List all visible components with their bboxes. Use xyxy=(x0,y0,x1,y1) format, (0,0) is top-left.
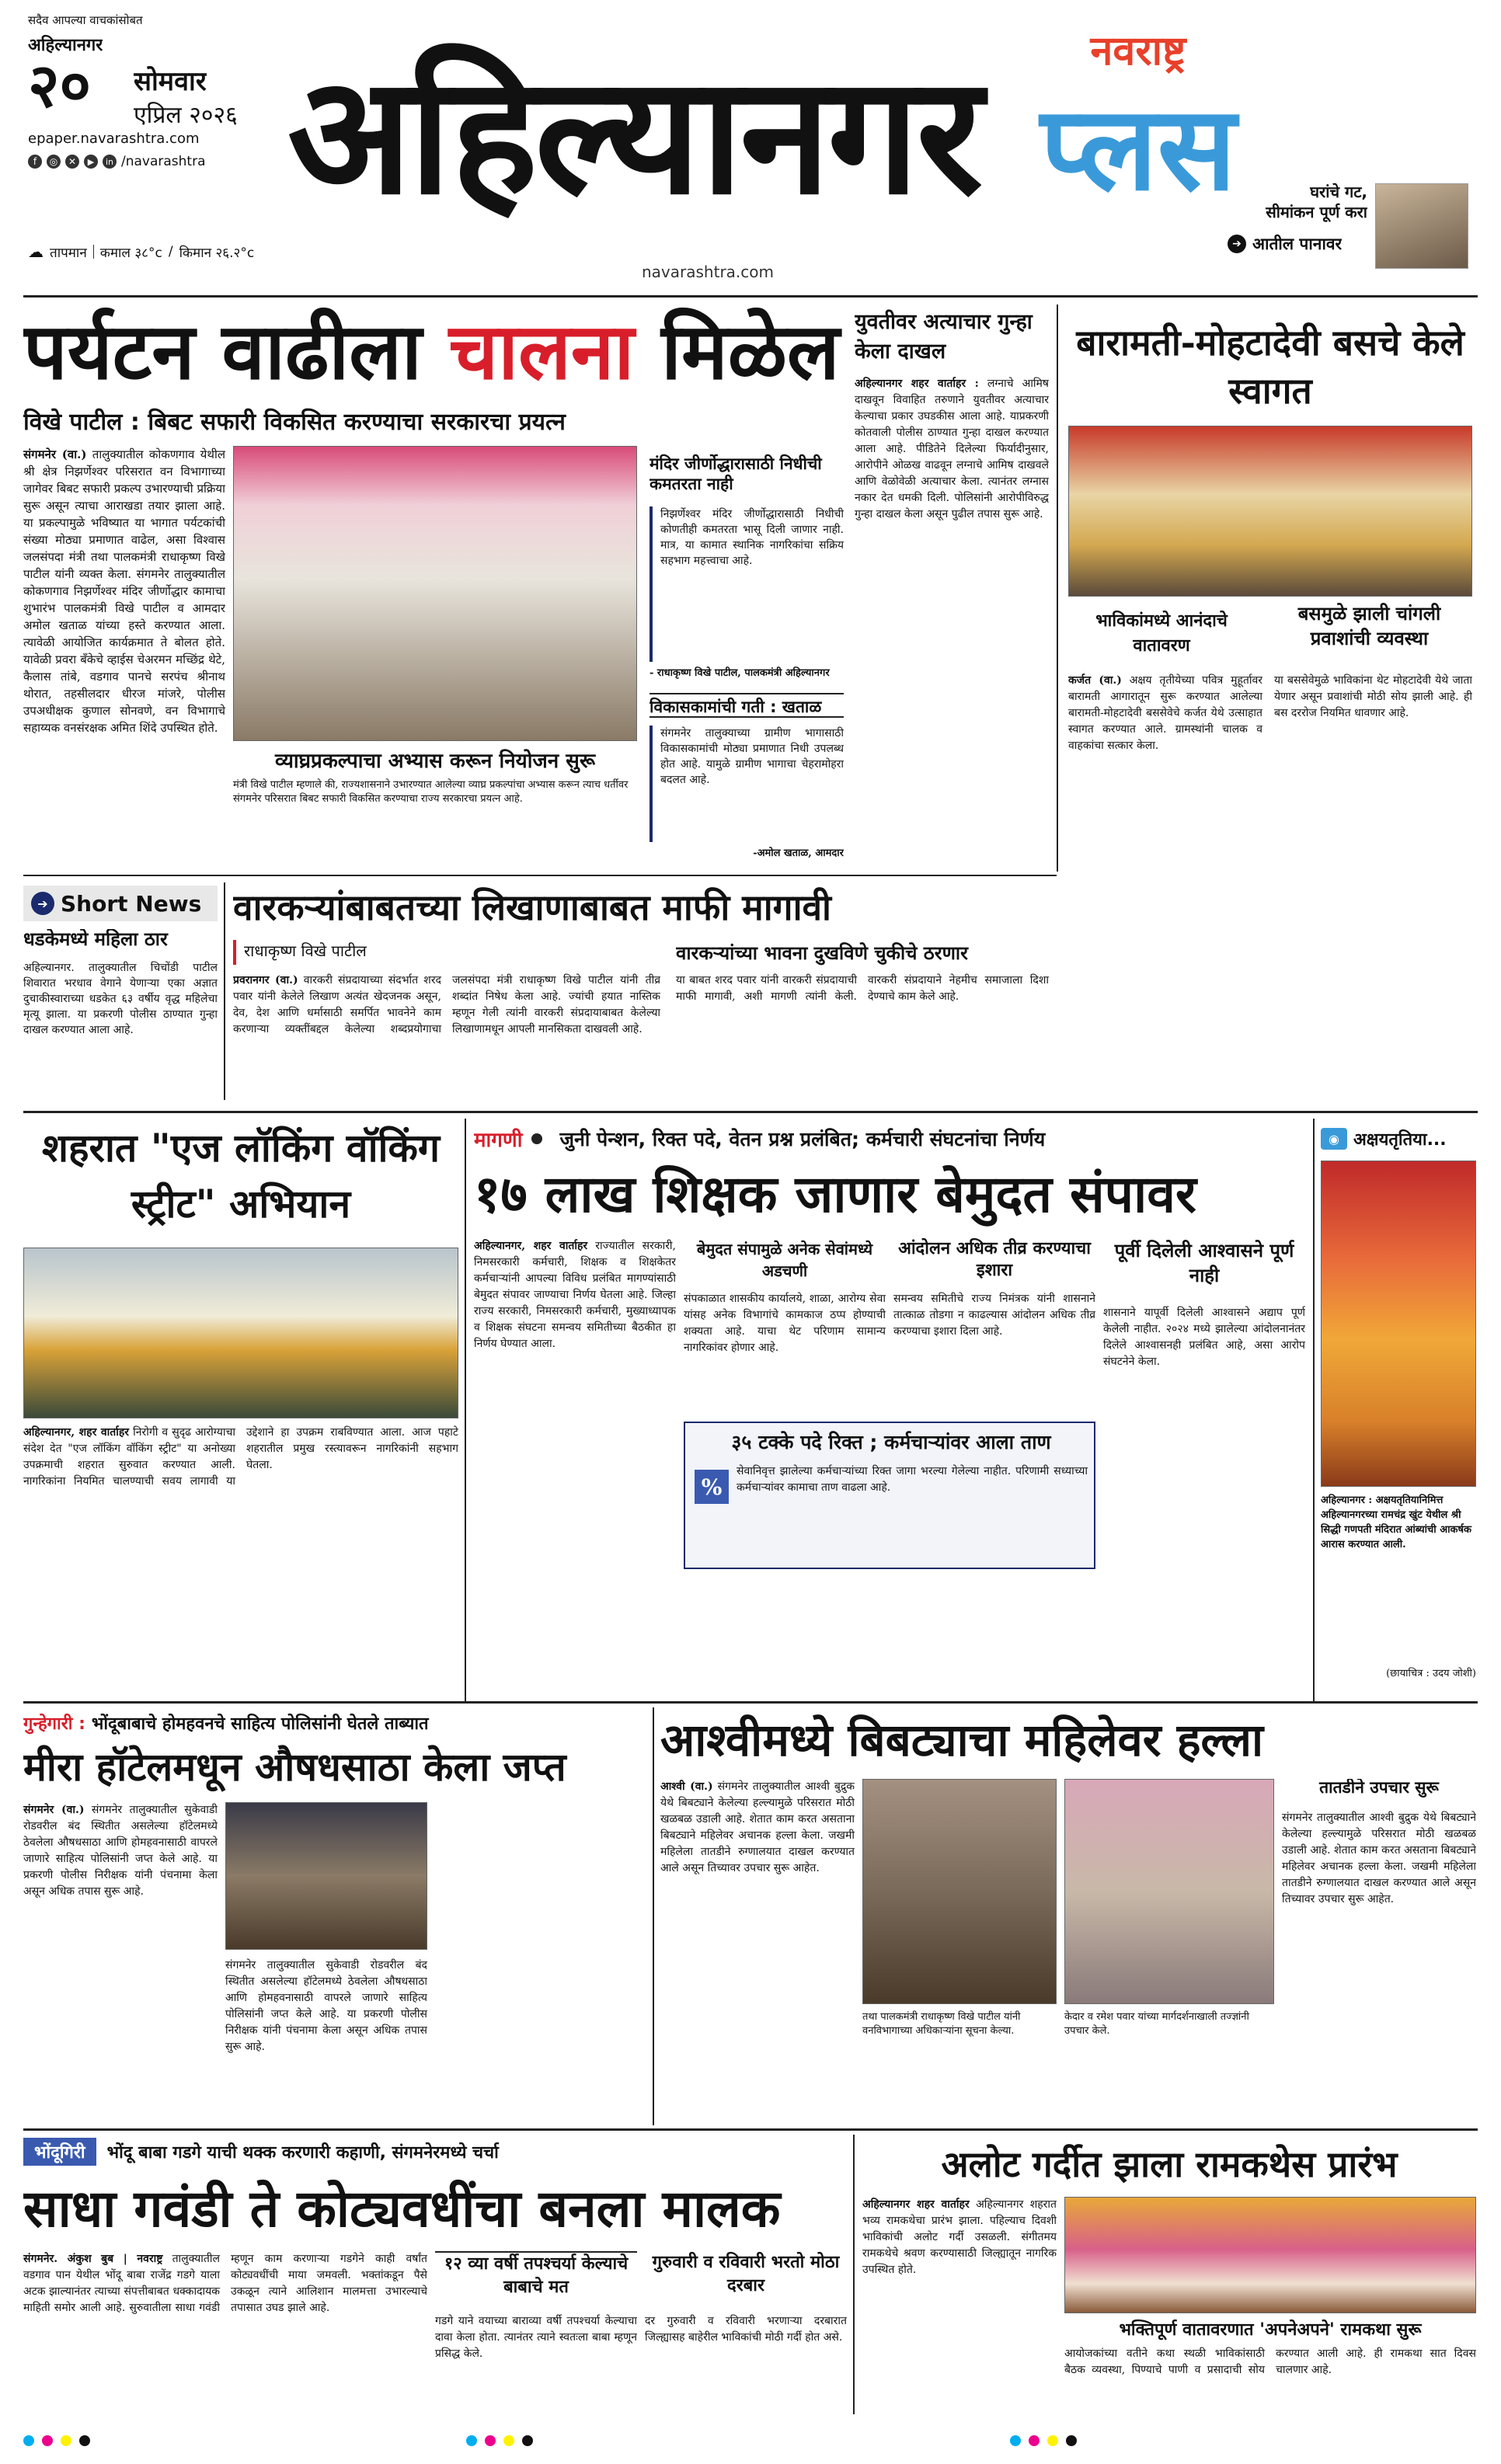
hotel-body2: संगमनेर तालुक्यातील सुकेवाडी रोडवरील बंद स्थितीत असलेल्या हॉटेलमध्ये ठेवलेला औषधसाठा आणि होमहवनासाठी वापरले जाणारे साहित्य पोलिसांनी जप्त केले आहे. या प्रकरणी पोलीस निरीक्षक यांनी पंचनामा केला असून अधिक तपास सुरू आहे. xyxy=(225,1959,427,2053)
strike-dateline: अहिल्यानगर, शहर वार्ताहर xyxy=(474,1240,588,1252)
akshay-caption: अहिल्यानगर : अक्षयतृतियानिमित्त अहिल्यानगरच्या रामचंद्र खुंट येथील श्री सिद्धी गणपती मंदिरात आंब्यांची आकर्षक आरास करण्यात आली. xyxy=(1321,1495,1471,1550)
warkari-text: वारकरी संप्रदायाच्या संदर्भात शरद पवार यांनी केलेले लिखाण अत्यंत खेदजनक असून, देव, देश आणि धर्मासाठी समर्पित भावनेने काम करणाऱ्या व्यक्तींबद्दल केलेल्या शब्दप्रयोगाचा जलसंपदा मंत्री राधाकृष्ण विखे पाटील यांनी तीव्र शब्दांत निषेध केला आहे. ज्यांची हयात नास्तिक म्हणून गेली त्यांनी वारकरी संप्रदायाबाबत केलेल्या लिखाणामधून आपली मानसिकता दाखवली आहे. xyxy=(233,974,660,1035)
masthead: सदैव आपल्या वाचकांसोबत अहिल्यानगर २० सोमवार एप्रिल २०२६ epaper.navarashtra.com f ◎ ✕ ▶ in /navarashtra ☁ तापमान कमाल ३८°c / किमान २६.२°c अहिल्यानगर नवराष्ट्र प्लस navarashtra.com घरांचे गट, सीमांकन पूर्ण करा ➔ आतील पानावर xyxy=(0,0,1501,295)
assault-text: लग्नाचे आमिष दाखवून विवाहित तरुणाने युवतीवर अत्याचार केल्याचा प्रकार उघडकीस आला आहे. याप्रकरणी कोतवाली पोलीस ठाण्यात गुन्हा दाखल करण्यात आला आहे. पीडितेने दिलेल्या फिर्यादीनुसार, आरोपीने ओळख वाढवून लग्नाचे आमिष दाखवले आणि वेळोवेळी अत्याचार केला. त्यानंतर लग्नास नकार देत धमकी दिली. पोलिसांनी आरोपीविरुद्ध गुन्हा दाखल केला असून पुढील तपास सुरू आहे. xyxy=(855,378,1049,520)
promo-line2: सीमांकन पूर्ण करा xyxy=(1266,203,1367,221)
side-head: मंदिर जीर्णोद्धारासाठी निधीची कमतरता नाही xyxy=(650,454,822,493)
baramati-sub1: भाविकांमध्ये आनंदाचे वातावरण xyxy=(1095,611,1228,656)
ramkatha-headline: अलोट गर्दीत झाला रामकथेस प्रारंभ xyxy=(941,2143,1398,2185)
ramkatha-photo xyxy=(1064,2197,1476,2313)
leopard-sub: तातडीने उपचार सुरू xyxy=(1319,1779,1439,1797)
akshay-label: अक्षयतृतिया... xyxy=(1353,1130,1447,1150)
print-marks-right xyxy=(1010,2431,1243,2450)
facebook-icon[interactable]: f xyxy=(28,155,42,169)
epaper-link[interactable]: epaper.navarashtra.com xyxy=(28,131,200,147)
ramkatha-photo-head: भक्तिपूर्ण वातावरणात 'अपनेअपने' रामकथा सुरू xyxy=(1119,2320,1422,2340)
godman-headline: साधा गवंडी ते कोट्यवधींचा बनला मालक xyxy=(23,2178,781,2239)
akshay-credit: (छायाचित्र : उदय जोशी) xyxy=(1386,1668,1476,1679)
lead-photo xyxy=(233,446,637,741)
baramati-headline: बारामती-मोहटादेवी बसचे केले स्वागत xyxy=(1076,322,1464,412)
tagline: सदैव आपल्या वाचकांसोबत xyxy=(28,13,143,27)
lead-headline xyxy=(23,305,847,398)
strike-sub2-body: समन्वय समितीचे राज्य निमंत्रक यांनी शासनाने तात्काळ तोडगा न काढल्यास आंदोलन अधिक तीव्र करण्याचा इशारा दिला आहे. xyxy=(893,1293,1095,1338)
leopard-body xyxy=(660,1779,855,2121)
walking-text: निरोगी व सुदृढ आरोग्याचा संदेश देत "एज लॉकिंग वॉकिंग स्ट्रीट" या अनोख्या उपक्रमाची शहरात सुरुवात करण्यात आली. नागरिकांना नियमित चालण्याची सवय लागावी या उद्देशाने हा उपक्रम राबविण्यात आला. आज पहाटे शहरातील प्रमुख रस्त्यावरून नागरिकांनी सहभाग घेतला. xyxy=(23,1426,458,1488)
min-temp: किमान २६.२°c xyxy=(179,245,255,261)
leopard-photo2 xyxy=(1064,1779,1274,2004)
strike-text: राज्यातील सरकारी, निमसरकारी कर्मचारी, शिक्षक व शिक्षकेतर कर्मचाऱ्यांनी आपल्या विविध प्रलंबित मागण्यांसाठी बेमुदत संपावर जाण्याचा निर्णय घेतला आहे. जिल्हा राज्य सरकारी, निमसरकारी कर्मचारी, मुख्याध्यापक व शिक्षक संघटना समन्वय समितीच्या बैठकीत हा निर्णय घेण्यात आला. xyxy=(474,1240,676,1350)
youtube-icon[interactable]: ▶ xyxy=(84,155,98,169)
godman-tagline xyxy=(23,2136,847,2167)
lead-subhead: विखे पाटील : बिबट सफारी विकसित करण्याचा सरकारचा प्रयत्न xyxy=(23,409,566,436)
baramati-sub2: बसमुळे झाली चांगली प्रवाशांची व्यवस्था xyxy=(1297,603,1441,649)
strike-tag: मागणी xyxy=(474,1129,523,1152)
strike-sub2: आंदोलन अधिक तीव्र करण्याचा इशारा xyxy=(898,1239,1091,1280)
print-marks-mid xyxy=(466,2431,699,2450)
hotel-body xyxy=(23,1802,218,2113)
hotel-photo xyxy=(225,1802,427,1950)
short-news-body: अहिल्यानगर. तालुक्यातील चिचोंडी पाटील शिवारात भरधाव वेगाने येणाऱ्या एका अज्ञात दुचाकीस्वाराच्या धडकेत ६३ वर्षीय वृद्ध महिलेचा मृत्यू झाला. या प्रकरणी पोलीस ठाण्यात गुन्हा दाखल करण्यात आला आहे. xyxy=(23,962,218,1036)
strike-box xyxy=(684,1422,1095,1569)
linkedin-icon[interactable]: in xyxy=(103,155,117,169)
side-quote2-by: -अमोल खताळ, आमदार xyxy=(753,847,844,859)
strike-sub1: बेमुदत संपामुळे अनेक सेवांमध्ये अडचणी xyxy=(696,1240,873,1280)
hotel-dateline: संगमनेर (वा.) xyxy=(23,1804,85,1816)
strike-sub3: पूर्वी दिलेली आश्वासने पूर्ण नाही xyxy=(1114,1240,1294,1286)
strike-box-body: सेवानिवृत्त झालेल्या कर्मचाऱ्यांच्या रिक्त जागा भरल्या गेलेल्या नाहीत. परिणामी सध्याच्या कर्मचाऱ्यांवर कामाचा ताण वाढला आहे. xyxy=(737,1465,1088,1494)
ramkatha-text: अहिल्यानगर शहरात भव्य रामकथेचा प्रारंभ झाला. पहिल्याच दिवशी भाविकांची अलोट गर्दी उसळली. संगीतमय रामकथेचे श्रवण करण्यासाठी जिल्ह्यातून नागरिक उपस्थित होते. xyxy=(862,2198,1057,2276)
warkari-headline: वारकऱ्यांबाबतच्या लिखाणाबाबत माफी मागावी xyxy=(233,886,831,928)
ramkatha-body xyxy=(862,2197,1057,2407)
brand-bottom: प्लस xyxy=(1040,82,1236,217)
strike-headline: १७ लाख शिक्षक जाणार बेमुदत संपावर xyxy=(474,1164,1196,1224)
ramkatha-body2: आयोजकांच्या वतीने कथा स्थळी भाविकांसाठी बैठक व्यवस्था, पिण्याचे पाणी व प्रसादाची सोय करण्यात आली आहे. ही रामकथा सात दिवस चालणार आहे. xyxy=(1064,2347,1476,2376)
strike-tagline xyxy=(474,1123,1305,1154)
godman-dateline: संगमनेर. अंकुश बुब | नवराष्ट्र xyxy=(23,2253,163,2265)
walking-dateline: अहिल्यानगर, शहर वार्ताहर xyxy=(23,1426,130,1439)
warkari-sub: वारकऱ्यांच्या भावना दुखविणे चुकीचे ठरणार xyxy=(676,942,968,964)
assault-headline: युवतीवर अत्याचार गुन्हा केला दाखल xyxy=(855,310,1033,364)
lead-photo-title: व्याघ्रप्रकल्पाचा अभ्यास करून नियोजन सुरू xyxy=(274,750,596,773)
baramati-dateline: कर्जत (वा.) xyxy=(1068,674,1122,687)
leopard-cap1: तथा पालकमंत्री राधाकृष्ण विखे पाटील यांनी वनविभागाच्या अधिकाऱ्यांना सूचना केल्या. xyxy=(862,2011,1021,2037)
hotel-text: संगमनेर तालुक्यातील सुकेवाडी रोडवरील बंद स्थितीत असलेल्या हॉटेलमध्ये ठेवलेला औषधसाठा आणि होमहवनासाठी वापरले जाणारे साहित्य पोलिसांनी जप्त केले आहे. या प्रकरणी पोलीस निरीक्षक यांनी पंचनामा केला असून अधिक तपास सुरू आहे. xyxy=(23,1804,218,1898)
baramati-body xyxy=(1068,673,1262,1077)
max-temp: कमाल ३८°c xyxy=(99,245,162,261)
ramkatha-dateline: अहिल्यानगर शहर वार्ताहर xyxy=(862,2198,970,2211)
hotel-tagline xyxy=(23,1709,645,1737)
lead-headline-part1: पर्यटन वाढीला xyxy=(23,305,449,397)
lead-dateline: संगमनेर (वा.) xyxy=(23,447,87,461)
promo-portrait xyxy=(1375,183,1468,269)
short-news-title: धडकेमध्ये महिला ठार xyxy=(23,929,168,950)
hotel-headline: मीरा हॉटेलमधून औषधसाठा केला जप्त xyxy=(23,1744,566,1790)
hotel-tag: गुन्हेगारी : xyxy=(23,1714,85,1734)
hotel-tag-head: भोंदूबाबाचे होमहवनचे साहित्य पोलिसांनी घेतले ताब्यात xyxy=(91,1714,429,1734)
side-quote: निझर्णेश्वर मंदिर जीर्णोद्धारासाठी निधीची कोणतीही कमतरता भासू दिली जाणार नाही. मात्र, या कामात स्थानिक नागरिकांचा सक्रिय सहभाग महत्त्वाचा आहे. xyxy=(650,506,844,662)
strike-sub3-body: शासनाने यापूर्वी दिलेली आश्वासने अद्याप पूर्ण केलेली नाहीत. २०२४ मध्ये झालेल्या आंदोलनानंतर दिलेले आश्वासनही प्रलंबित आहे, असा आरोप संघटनेने केला. xyxy=(1103,1307,1305,1368)
walking-headline: शहरात "एज लॉकिंग वॉकिंग स्ट्रीट" अभियान xyxy=(41,1125,441,1227)
website[interactable]: navarashtra.com xyxy=(642,263,774,281)
godman-body xyxy=(23,2251,427,2407)
side-quote2: संगमनेर तालुक्याच्या ग्रामीण भागासाठी विकासकामांची मोठ्या प्रमाणात निधी उपलब्ध होत आहे. यामुळे ग्रामीण भागाचा चेहरामोहरा बदलत आहे. xyxy=(650,726,844,842)
godman-text: तालुक्यातील वडगाव पान येथील भोंदू बाबा राजेंद्र गडगे याला अटक झाल्यानंतर त्याच्या संपत्तीबाबत धक्कादायक माहिती समोर आली आहे. सुरुवातीला साधा गवंडी म्हणून काम करणाऱ्या गडगेने काही वर्षांत कोट्यवधींची माया जमवली. भक्तांकडून पैसे उकळून त्याने आलिशान मालमत्ता उभारल्याचे तपासात उघड झाले आहे. xyxy=(23,2253,427,2314)
lead-text: तालुक्यातील कोकणगाव येथील श्री क्षेत्र निझर्णेश्वर परिसरात वन विभागाच्या जागेवर बिबट सफारी प्रकल्प उभारण्याची प्रक्रिया सुरू असून त्याचा आराखडा तयार झाला आहे. या प्रकल्पामुळे भविष्यात या भागात पर्यटकांची संख्या मोठ्या प्रमाणात वाढेल, असा विश्वास जलसंपदा मंत्री तथा पालकमंत्री राधाकृष्ण विखे पाटील यांनी व्यक्त केला. संगमनेर तालुक्यातील कोकणगाव निझर्णेश्वर मंदिर जीर्णोद्धार कामाचा शुभारंभ पालकमंत्री विखे पाटील व आमदार अमोल खताळ यांच्या हस्ते करण्यात आला. त्यावेळी आयोजित कार्यक्रमात ते बोलत होते. यावेळी प्रवरा बँकेचे व्हाईस चेअरमन मच्छिंद्र थेटे, कैलास तांबे, वडगाव पानचे सरपंच श्रीनाथ थोरात, तहसीलदार धीरज मांजरे, पोलीस उपअधीक्षक कुणाल सोनवणे, वन विभागाचे सहाय्यक वनसंरक्षक अमित शिंदे उपस्थित होते. xyxy=(23,447,225,735)
baramati-text: अक्षय तृतीयेच्या पवित्र मुहूर्तावर बारामती आगारातून सुरू करण्यात आलेल्या बारामती-मोहटादेवी बससेवेचे कर्जत येथे उत्साहात स्वागत करण्यात आले. ग्रामस्थांनी चालक व वाहकांचा सत्कार केला. xyxy=(1068,674,1262,752)
promo-author[interactable]: आतील पानावर xyxy=(1252,235,1343,253)
godman-sub1-body: गडगे याने वयाच्या बाराव्या वर्षी तपश्चर्या केल्याचा दावा केला होता. त्यानंतर त्याने स्वतःला बाबा म्हणून प्रसिद्ध केले. xyxy=(435,2315,637,2360)
arrow-icon: ➔ xyxy=(1228,235,1246,253)
short-news-label: Short News xyxy=(61,890,202,917)
warkari-body xyxy=(233,973,660,1105)
social-handle[interactable]: /navarashtra xyxy=(121,154,206,169)
strike-box-title: ३५ टक्के पदे रिक्त ; कर्मचाऱ्यांवर आला ताण xyxy=(731,1431,1051,1453)
lead-headline-part3: मिळेल xyxy=(634,305,840,397)
print-marks-left xyxy=(23,2431,256,2450)
baramati-photo xyxy=(1068,426,1472,597)
promo-line1: घरांचे गट, xyxy=(1310,183,1367,201)
warkari-body2: या बाबत शरद पवार यांनी वारकरी संप्रदायाची माफी मागावी, अशी मागणी त्यांनी केली. वारकरी संप्रदायाने नेहमीच समाजाला दिशा देण्याचे काम केले आहे. xyxy=(676,974,1049,1003)
godman-tag: भोंदूगिरी xyxy=(23,2138,96,2166)
walking-photo xyxy=(23,1248,458,1418)
weekday: सोमवार xyxy=(134,66,207,97)
strike-tag-head: जुनी पेन्शन, रिक्त पदे, वेतन प्रश्न प्रलंबित; कर्मचारी संघटनांचा निर्णय xyxy=(559,1128,1046,1150)
side-head2: विकासकामांची गती : खताळ xyxy=(650,693,844,718)
weather-icon: ☁ xyxy=(28,242,44,261)
month-year: एप्रिल २०२६ xyxy=(134,102,238,129)
baramati-body2: या बससेवेमुळे भाविकांना थेट मोहटादेवी येथे जाता येणार असून प्रवाशांची मोठी सोय झाली आहे. ही बस दररोज नियमित धावणार आहे. xyxy=(1274,674,1472,719)
arrow-right-icon: ➔ xyxy=(31,892,54,915)
instagram-icon[interactable]: ◎ xyxy=(47,155,61,169)
godman-sub2: गुरुवारी व रविवारी भरतो मोठा दरबार xyxy=(652,2253,840,2295)
x-icon[interactable]: ✕ xyxy=(65,155,79,169)
godman-tag-head: भोंदू बाबा गडगे याची थक्क करणारी कहाणी, संगमनेरमध्ये चर्चा xyxy=(106,2143,499,2163)
strike-body xyxy=(474,1238,676,1611)
assault-dateline: अहिल्यानगर शहर वार्ताहर : xyxy=(855,378,979,390)
short-news-label-box xyxy=(23,886,218,921)
date-day: २० xyxy=(28,56,92,117)
akshay-label-box xyxy=(1321,1123,1476,1154)
leopard-text: संगमनेर तालुक्यातील आश्वी बुद्रुक येथे बिबट्याने केलेल्या हल्ल्यामुळे परिसरात मोठी खळबळ उडाली आहे. शेतात काम करत असताना बिबट्याने महिलेवर अचानक हल्ला केला. जखमी महिलेला तातडीने रुग्णालयात दाखल करण्यात आले असून तिच्यावर उपचार सुरू आहेत. xyxy=(660,1780,855,1874)
newspaper-title: अहिल्यानगर xyxy=(287,40,980,231)
leopard-dateline: आश्वी (वा.) xyxy=(660,1780,713,1793)
warkari-dateline: प्रवरानगर (वा.) xyxy=(233,974,298,987)
leopard-body2: संगमनेर तालुक्यातील आश्वी बुद्रुक येथे बिबट्याने केलेल्या हल्ल्यामुळे परिसरात मोठी खळबळ उडाली आहे. शेतात काम करत असताना बिबट्याने महिलेवर अचानक हल्ला केला. जखमी महिलेला तातडीने रुग्णालयात दाखल करण्यात आले असून तिच्यावर उपचार सुरू आहेत. xyxy=(1282,1811,1476,1905)
edition: अहिल्यानगर xyxy=(28,36,103,55)
leopard-headline: आश्वीमध्ये बिबट्याचा महिलेवर हल्ला xyxy=(660,1714,1264,1766)
assault-body xyxy=(855,376,1049,858)
camera-icon: ◉ xyxy=(1321,1128,1347,1150)
weather-label: तापमान xyxy=(50,245,87,261)
leopard-photo1 xyxy=(862,1779,1057,2004)
godman-sub2-body: दर गुरुवारी व रविवारी भरणाऱ्या दरबारात जिल्ह्यासह बाहेरील भाविकांची मोठी गर्दी होत असे. xyxy=(645,2315,847,2344)
warkari-byline: राधाकृष्ण विखे पाटील xyxy=(233,940,427,965)
godman-sub1: १२ व्या वर्षी तपश्चर्या केल्याचे बाबाचे मत xyxy=(435,2251,637,2306)
brand-top: नवराष्ट्र xyxy=(1090,28,1186,75)
lead-photo-caption: मंत्री विखे पाटील म्हणाले की, राज्यशासनाने उभारण्यात आलेल्या व्याघ्र प्रकल्पांचा अभ्यास करून त्याच धर्तीवर संगमनेर परिसरात बिबट सफारी विकसित करण्याचा राज्य सरकारचा प्रयत्न आहे. xyxy=(233,779,629,805)
leopard-cap2: केदार व रमेश पवार यांच्या मार्गदर्शनाखाली तज्ज्ञांनी उपचार केले. xyxy=(1064,2011,1249,2037)
lead-headline-highlight: चालना xyxy=(448,305,635,397)
akshay-photo xyxy=(1321,1161,1476,1487)
strike-sub1-body: संपकाळात शासकीय कार्यालये, शाळा, आरोग्य सेवा यांसह अनेक विभागांचे कामकाज ठप्प होण्याची शक्यता आहे. याचा थेट परिणाम सामान्य नागरिकांवर होणार आहे. xyxy=(684,1293,886,1354)
walking-body xyxy=(23,1425,458,1697)
percent-icon: % xyxy=(695,1470,729,1504)
side-quote-by: - राधाकृष्ण विखे पाटील, पालकमंत्री अहिल्यानगर xyxy=(650,667,830,679)
